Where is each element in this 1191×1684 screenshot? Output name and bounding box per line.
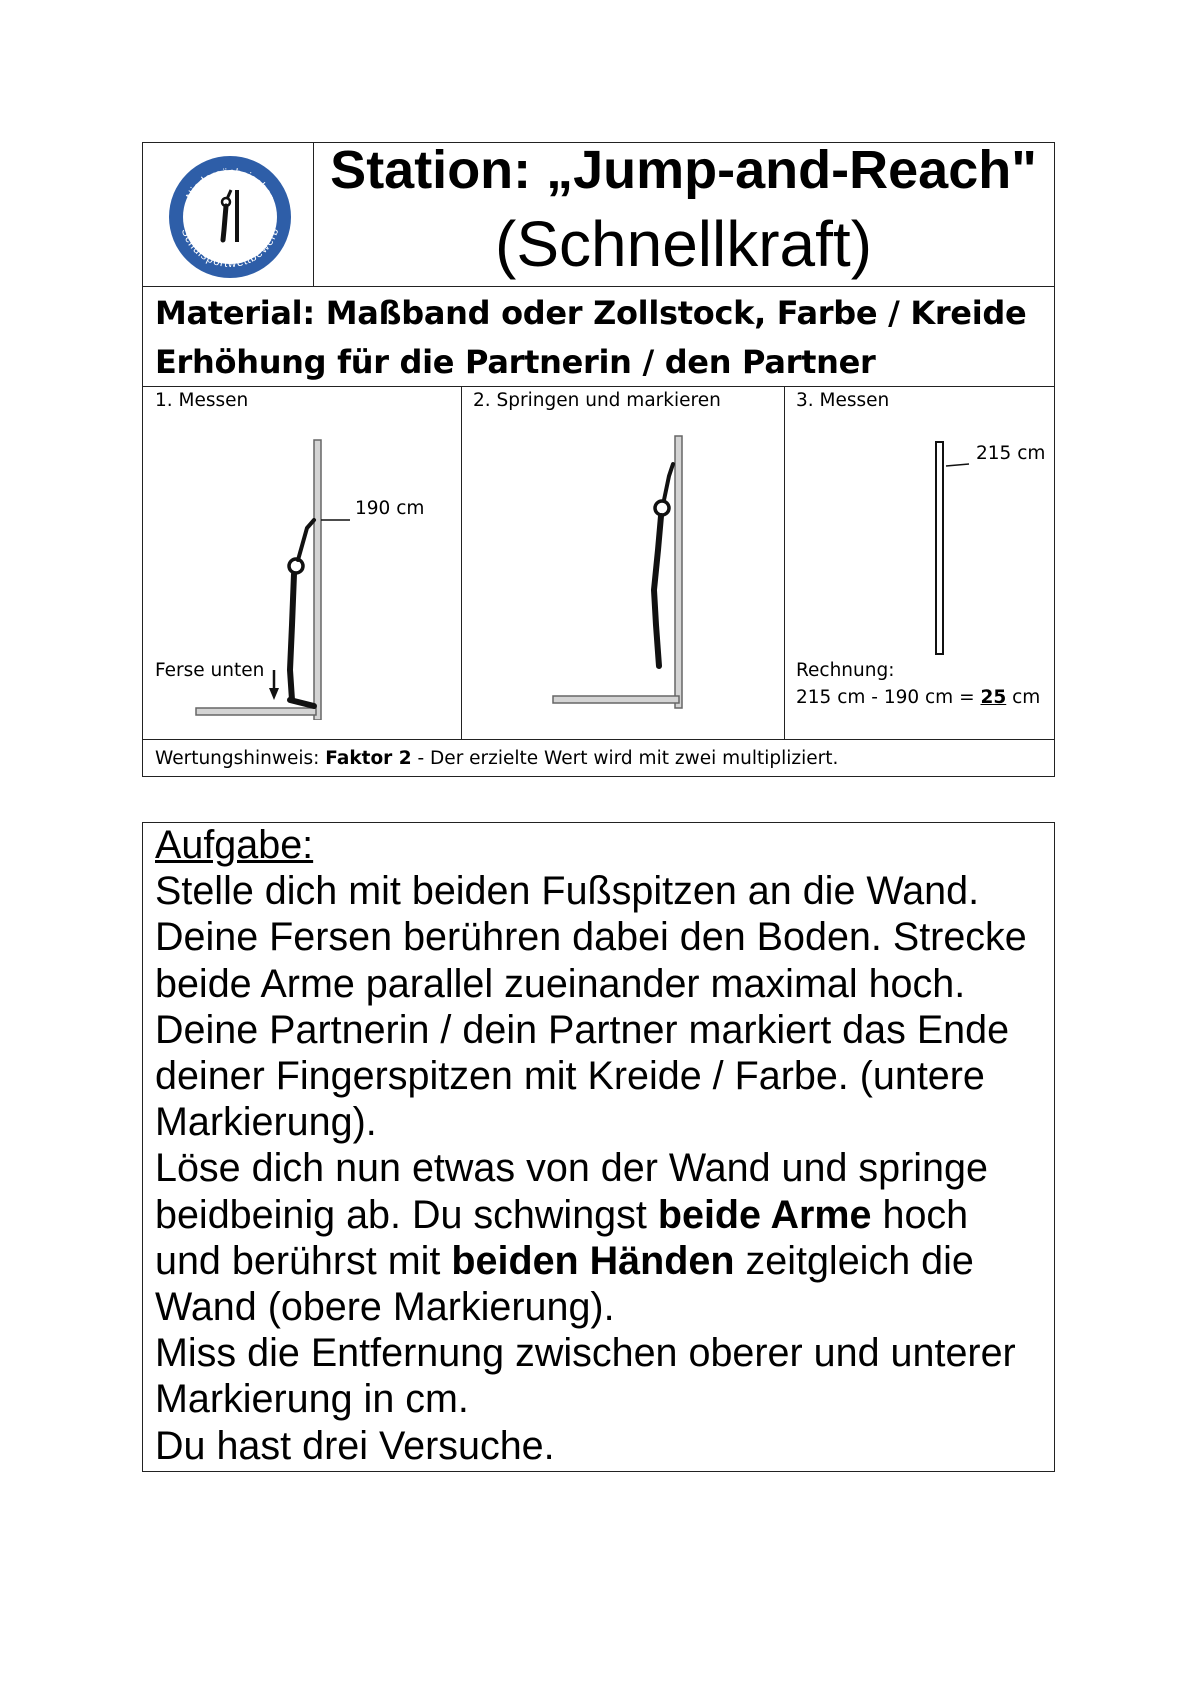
note-factor: Faktor 2: [325, 748, 412, 769]
task-text: [155, 822, 1055, 1469]
task-text-segment: und berührst mit: [155, 1238, 452, 1283]
task-line: deiner Fingerspitzen mit Kreide / Farbe. (untere: [155, 1054, 985, 1099]
scoring-note: [155, 748, 838, 770]
wall: [314, 440, 321, 720]
header-divider: [313, 142, 314, 287]
page-subtitle: (Schnellkraft): [495, 208, 872, 280]
task-line: beide Arme parallel zueinander maximal hoch.: [155, 961, 966, 1006]
step-divider-2: [784, 386, 785, 740]
task-line: [155, 1192, 1055, 1238]
task-bold-segment: beide Arme: [657, 1192, 872, 1237]
calculation: [796, 687, 1040, 709]
step-1-measure: 190 cm: [355, 498, 425, 519]
task-bold-segment: beiden Händen: [451, 1238, 735, 1283]
wall: [675, 436, 682, 708]
school-sport-logo: [165, 152, 295, 282]
step-3-illustration: [925, 434, 975, 660]
task-line: Markierung in cm.: [155, 1377, 469, 1422]
measuring-stick: [936, 442, 943, 654]
steps-bottom-rule: [142, 739, 1055, 740]
calculation-label: Rechnung:: [796, 660, 895, 681]
step-2-illustration: [545, 430, 695, 720]
calculation-result: 25: [980, 687, 1007, 708]
task-line: [155, 1238, 1055, 1284]
floor: [196, 708, 316, 715]
jumping-person-icon: [654, 464, 673, 666]
task-line: Du hast drei Versuche.: [155, 1423, 555, 1468]
task-line: Stelle dich mit beiden Fußspitzen an die Wand.: [155, 869, 980, 914]
task-line: Deine Partnerin / dein Partner markiert das Ende: [155, 1007, 1010, 1052]
note-prefix: Wertungshinweis:: [155, 748, 326, 769]
measure-tick: [946, 464, 969, 466]
task-text-segment: hoch: [871, 1192, 969, 1237]
arrow-down-icon: [269, 670, 279, 700]
step-3-label: 3. Messen: [796, 390, 890, 411]
calculation-unit: cm: [1012, 687, 1041, 708]
step-1-label: 1. Messen: [155, 390, 249, 411]
page-title: Station: „Jump-and-Reach": [330, 140, 1037, 200]
material-bottom-rule: [142, 386, 1055, 387]
step-1-caption: Ferse unten: [155, 660, 265, 681]
logo-text-bottom: Schulsportwettbewerb: [178, 227, 282, 271]
standing-person-icon: [289, 520, 314, 706]
task-text-segment: beidbeinig ab. Du schwingst: [155, 1192, 658, 1237]
logo-text-top: Niedersächsischer: [184, 166, 276, 202]
step-2-label: 2. Springen und markieren: [473, 390, 721, 411]
step-1-illustration: [190, 430, 450, 720]
step-3-measure: 215 cm: [976, 443, 1046, 464]
task-line: Markierung).: [155, 1100, 377, 1145]
material-line-1: Material: Maßband oder Zollstock, Farbe / Kreide: [155, 294, 1027, 332]
header-bottom-rule: [142, 286, 1055, 287]
step-divider-1: [461, 386, 462, 740]
calculation-formula: 215 cm - 190 cm =: [796, 687, 975, 708]
task-heading: Aufgabe:: [155, 823, 314, 867]
note-suffix: - Der erzielte Wert wird mit zwei multipliziert.: [411, 748, 839, 769]
task-text-segment: zeitgleich die: [734, 1238, 974, 1283]
material-line-2: Erhöhung für die Partnerin / den Partner: [155, 343, 876, 381]
task-line: Wand (obere Markierung).: [155, 1285, 615, 1330]
task-line: Miss die Entfernung zwischen oberer und unterer: [155, 1331, 1016, 1376]
task-line: Löse dich nun etwas von der Wand und springe: [155, 1146, 988, 1191]
task-line: Deine Fersen berühren dabei den Boden. Strecke: [155, 915, 1027, 960]
floor: [553, 696, 679, 703]
